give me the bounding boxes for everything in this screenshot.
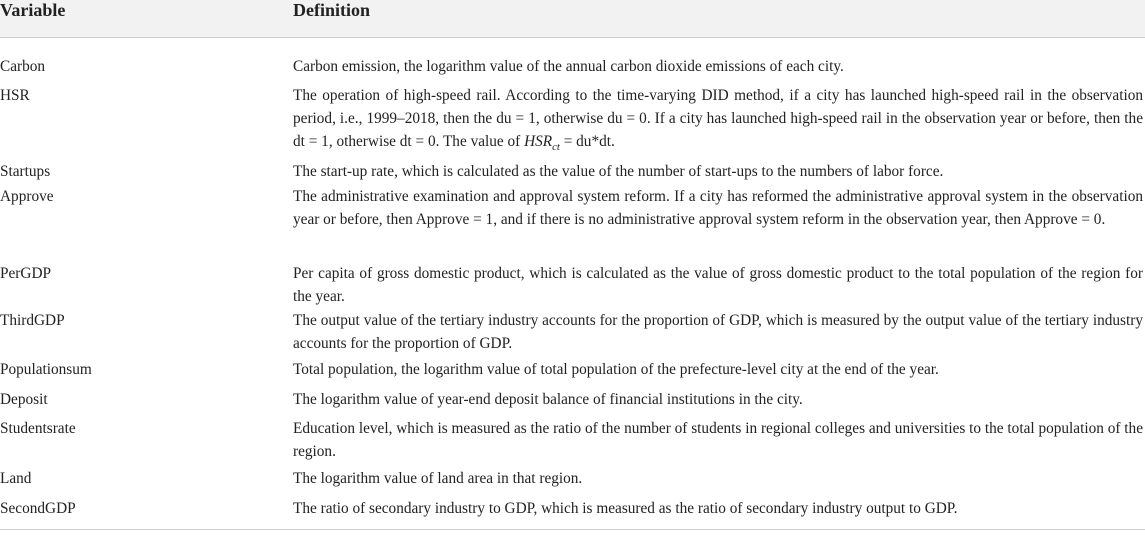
row-definition — [293, 84, 1143, 153]
row-variable: HSR — [0, 87, 30, 104]
row-definition: The output value of the tertiary industry accounts for the proportion of GDP, which is measured by the output value of the tertiary industry accounts for the proportion of GDP. — [293, 312, 1143, 352]
row-variable: Approve — [0, 188, 54, 205]
row-definition: The logarithm value of land area in that region. — [293, 470, 583, 487]
row-definition: Per capita of gross domestic product, which is calculated as the value of gross domestic product to the total population of the region for the year. — [293, 265, 1143, 305]
table-bottom-rule — [0, 529, 1145, 530]
row-variable: Populationsum — [0, 361, 92, 378]
row-variable: Startups — [0, 163, 51, 180]
row-variable: Land — [0, 470, 32, 487]
row-variable: ThirdGDP — [0, 312, 65, 329]
header-definition: Definition — [293, 0, 371, 20]
math-hsr: HSR — [524, 133, 553, 150]
row-definition: Education level, which is measured as the ratio of the number of students in regional colleges and universities to the total population of the region. — [293, 420, 1143, 460]
row-definition: The administrative examination and approval system reform. If a city has reformed the administrative approval system in the observation year or before, then Approve = 1, and if there is no administrative approval system reform in the observation year, then Approve = 0. — [293, 188, 1143, 228]
definition-text: The operation of high-speed rail. According to the time-varying DID method, if a city has launched high-speed rail in the observation period, i.e., 1999–2018, then the du = 1, otherwise du = 0. If a city has launched high-speed rail in the observation year or before, then the dt = 1, otherwise dt = 0. The value of — [293, 87, 1143, 150]
definition-text-end: = du*dt. — [559, 133, 615, 150]
header-variable: Variable — [0, 0, 66, 20]
row-definition: The start-up rate, which is calculated as the value of the number of start-ups to the numbers of labor force. — [293, 163, 944, 180]
math-subscript: ct — [552, 141, 560, 154]
row-definition: Carbon emission, the logarithm value of the annual carbon dioxide emissions of each city. — [293, 58, 844, 75]
row-variable: PerGDP — [0, 265, 51, 282]
row-variable: Studentsrate — [0, 420, 76, 437]
row-variable: Deposit — [0, 391, 48, 408]
table-header — [0, 0, 1145, 38]
row-variable: Carbon — [0, 58, 46, 75]
row-definition: The logarithm value of year-end deposit balance of financial institutions in the city. — [293, 391, 803, 408]
row-definition: The ratio of secondary industry to GDP, which is measured as the ratio of secondary industry output to GDP. — [293, 500, 958, 517]
row-variable: SecondGDP — [0, 500, 76, 517]
row-definition: Total population, the logarithm value of total population of the prefecture-level city at the end of the year. — [293, 361, 939, 378]
